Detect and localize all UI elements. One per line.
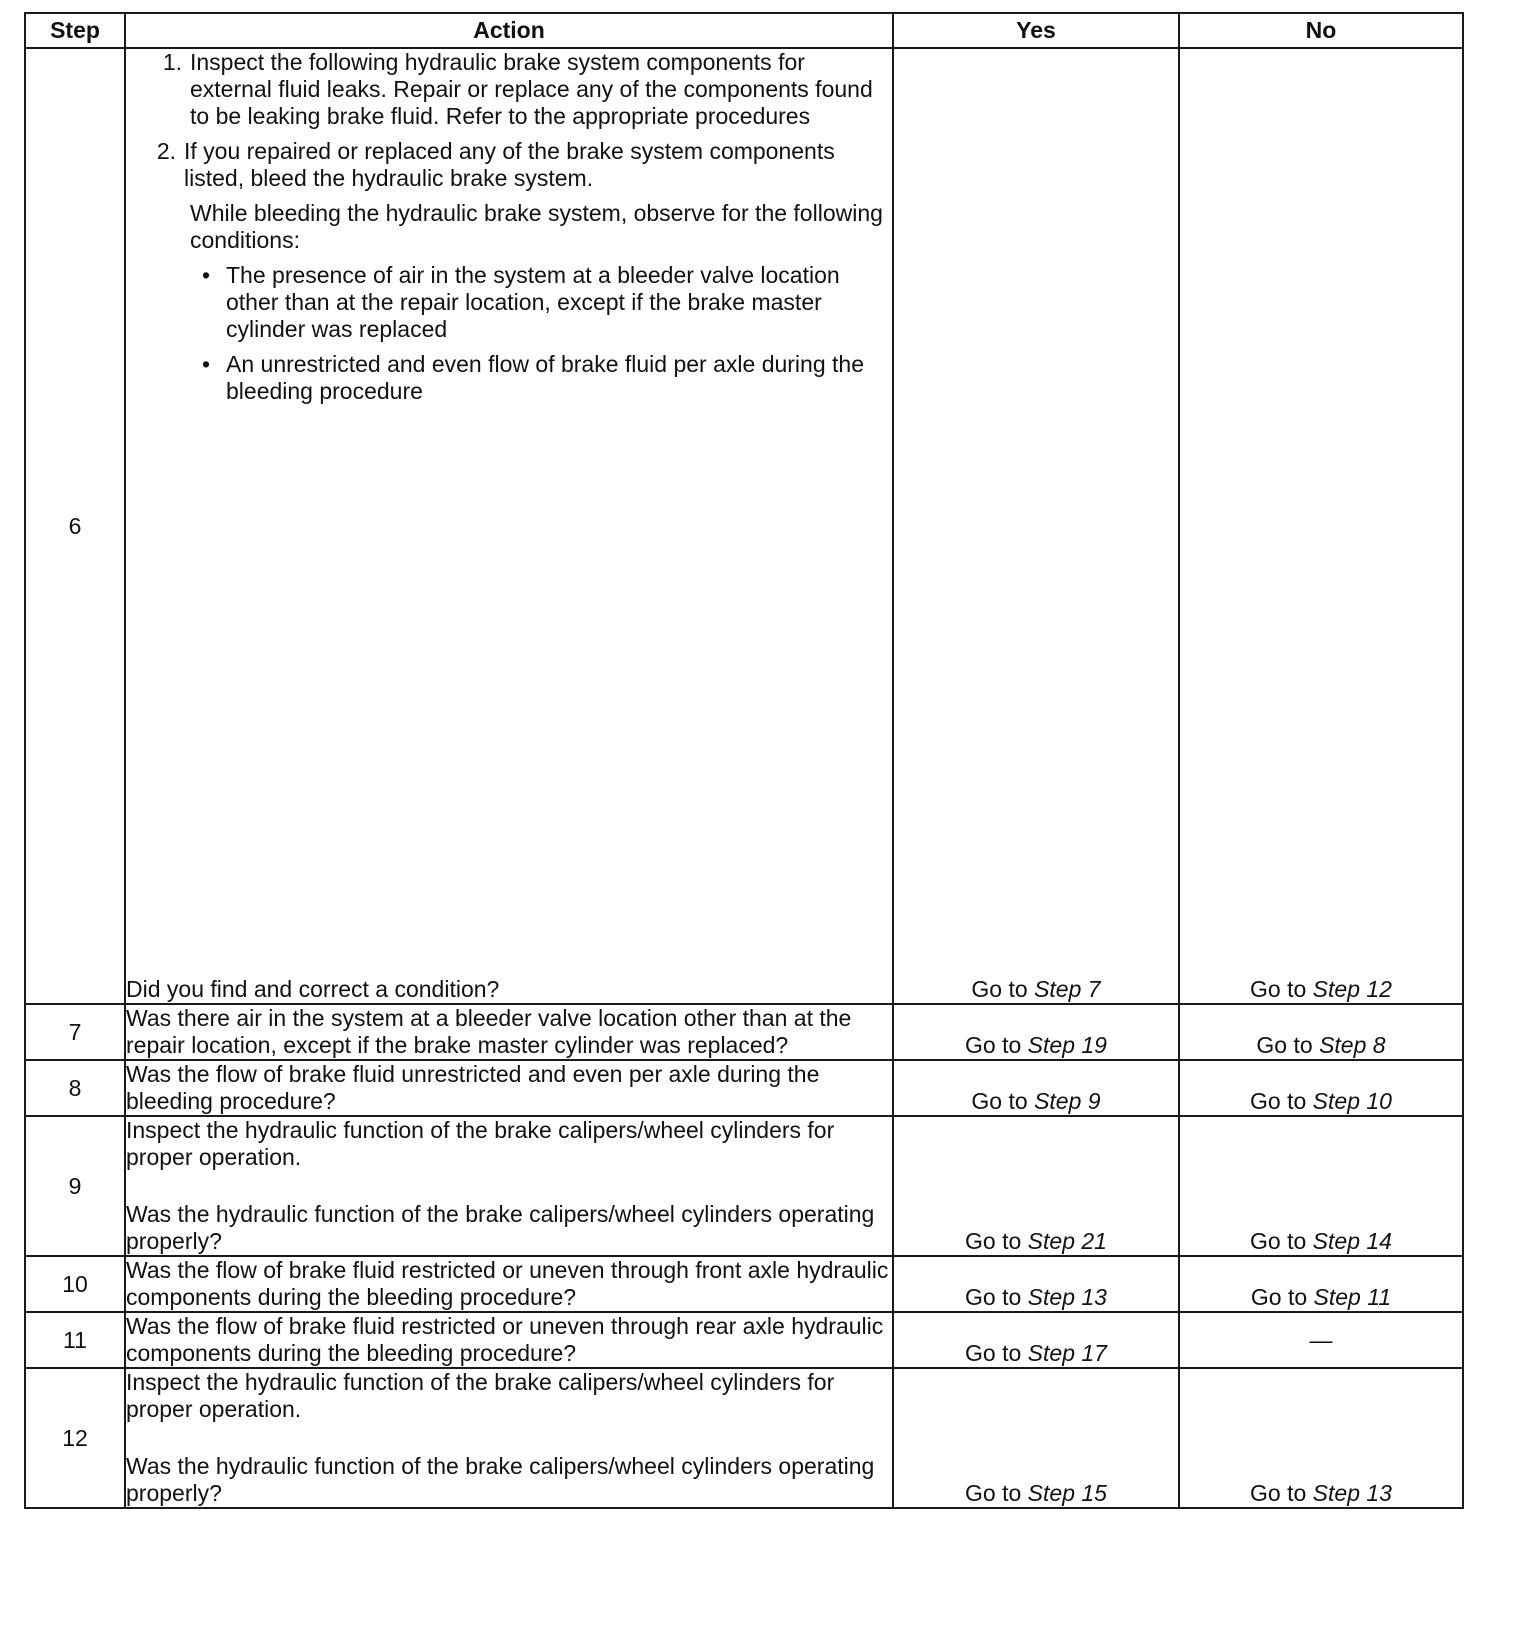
header-no: No — [1179, 13, 1463, 48]
yes-cell — [893, 1060, 1179, 1116]
bullet-text: An unrestricted and even flow of brake fluid per axle during the bleeding procedure — [226, 351, 864, 404]
go-to-label: Go to — [965, 1032, 1022, 1058]
no-result — [1250, 1088, 1392, 1114]
yes-result — [971, 1088, 1100, 1114]
header-yes: Yes — [893, 13, 1179, 48]
step-ref: Step 9 — [1034, 1088, 1101, 1114]
step-ref: Step 10 — [1312, 1088, 1392, 1114]
no-result-dash: — — [1309, 1326, 1333, 1353]
step-ref: Step 12 — [1312, 976, 1392, 1002]
step-ref: Step 8 — [1319, 1032, 1386, 1058]
go-to-label: Go to — [965, 1284, 1022, 1310]
yes-cell — [893, 1004, 1179, 1060]
no-cell — [1179, 1368, 1463, 1508]
go-to-label: Go to — [965, 1480, 1022, 1506]
no-cell — [1179, 1256, 1463, 1312]
no-cell — [1179, 1116, 1463, 1256]
step-ref: Step 19 — [1027, 1032, 1107, 1058]
item-text: Inspect the following hydraulic brake system components for external fluid leaks. Repair or replace any of the components found to be leaking brake fluid. Refer to the appropriate procedures — [190, 49, 873, 129]
no-cell — [1179, 1312, 1463, 1368]
yes-result — [965, 1284, 1107, 1310]
yes-result — [965, 1228, 1107, 1254]
list-item — [126, 49, 892, 130]
table-row — [25, 1368, 1463, 1508]
action-cell — [125, 1004, 893, 1060]
yes-result — [971, 976, 1100, 1002]
go-to-label: Go to — [965, 1340, 1022, 1366]
sub-instruction: While bleeding the hydraulic brake system, observe for the following conditions: — [190, 200, 883, 253]
step-number: 12 — [25, 1368, 125, 1508]
no-result — [1256, 1032, 1385, 1058]
bullet-item — [126, 351, 892, 405]
no-result — [1250, 976, 1392, 1002]
yes-cell — [893, 1368, 1179, 1508]
item-number: 2. — [156, 138, 176, 164]
bullet-item — [126, 262, 892, 343]
table-row — [25, 1312, 1463, 1368]
no-cell — [1179, 48, 1463, 1004]
question-text: Did you find and correct a condition? — [126, 976, 500, 1002]
instruction-text: Inspect the hydraulic function of the brake calipers/wheel cylinders for proper operation. — [126, 1117, 835, 1170]
table-row — [25, 1060, 1463, 1116]
question-text: Was the hydraulic function of the brake calipers/wheel cylinders operating properly? — [126, 1201, 875, 1254]
header-step: Step — [25, 13, 125, 48]
no-result — [1251, 1284, 1391, 1310]
action-cell — [125, 1368, 893, 1508]
no-result — [1250, 1228, 1392, 1254]
yes-cell — [893, 1256, 1179, 1312]
step-ref: Step 15 — [1027, 1480, 1107, 1506]
question-text: Was the flow of brake fluid unrestricted and even per axle during the bleeding procedure? — [126, 1061, 820, 1114]
item-text: If you repaired or replaced any of the brake system components listed, bleed the hydraulic brake system. — [184, 138, 835, 191]
table-row — [25, 1116, 1463, 1256]
step-number: 6 — [25, 48, 125, 1004]
step-number: 8 — [25, 1060, 125, 1116]
list-item — [126, 138, 892, 192]
no-cell — [1179, 1060, 1463, 1116]
yes-result — [965, 1340, 1107, 1366]
yes-result — [965, 1480, 1107, 1506]
go-to-label: Go to — [971, 1088, 1028, 1114]
step-ref: Step 17 — [1027, 1340, 1107, 1366]
yes-cell — [893, 1312, 1179, 1368]
step-ref: Step 7 — [1034, 976, 1101, 1002]
table-row — [25, 1256, 1463, 1312]
question-text: Was the flow of brake fluid restricted or uneven through front axle hydraulic components during the bleeding procedure? — [126, 1257, 889, 1310]
go-to-label: Go to — [971, 976, 1028, 1002]
question-text: Was there air in the system at a bleeder valve location other than at the repair location, except if the brake master cylinder was replaced? — [126, 1005, 852, 1058]
action-cell — [125, 1256, 893, 1312]
item-number: 1. — [162, 49, 182, 75]
step-ref: Step 21 — [1027, 1228, 1107, 1254]
action-cell — [125, 1312, 893, 1368]
no-cell — [1179, 1004, 1463, 1060]
step-number: 7 — [25, 1004, 125, 1060]
step-number: 11 — [25, 1312, 125, 1368]
go-to-label: Go to — [1250, 976, 1307, 1002]
instruction-text: Inspect the hydraulic function of the brake calipers/wheel cylinders for proper operation. — [126, 1369, 835, 1422]
no-result — [1250, 1480, 1392, 1506]
go-to-label: Go to — [1250, 1228, 1307, 1254]
yes-cell — [893, 48, 1179, 1004]
go-to-label: Go to — [1256, 1032, 1313, 1058]
step-ref: Step 13 — [1027, 1284, 1107, 1310]
table-row — [25, 1004, 1463, 1060]
step-ref: Step 13 — [1312, 1480, 1392, 1506]
step-number: 10 — [25, 1256, 125, 1312]
action-cell — [125, 1116, 893, 1256]
yes-cell — [893, 1116, 1179, 1256]
bullet-text: The presence of air in the system at a bleeder valve location other than at the repair location, except if the brake master cylinder was replaced — [226, 262, 840, 342]
diagnostic-table — [24, 12, 1464, 1509]
bullet-icon: • — [202, 351, 211, 377]
go-to-label: Go to — [1250, 1284, 1308, 1310]
question-text: Was the hydraulic function of the brake calipers/wheel cylinders operating properly? — [126, 1453, 875, 1506]
table-row — [25, 48, 1463, 1004]
yes-result — [965, 1032, 1107, 1058]
go-to-label: Go to — [1250, 1480, 1307, 1506]
header-action: Action — [125, 13, 893, 48]
question-text: Was the flow of brake fluid restricted or uneven through rear axle hydraulic components during the bleeding procedure? — [126, 1313, 884, 1366]
step-ref: Step 11 — [1313, 1284, 1392, 1310]
step-ref: Step 14 — [1312, 1228, 1392, 1254]
diagnostic-table-page — [24, 12, 1462, 1509]
action-cell — [125, 1060, 893, 1116]
header-row — [25, 13, 1463, 48]
step-number: 9 — [25, 1116, 125, 1256]
bullet-icon: • — [202, 262, 211, 288]
action-cell — [125, 48, 893, 1004]
go-to-label: Go to — [1250, 1088, 1307, 1114]
go-to-label: Go to — [965, 1228, 1022, 1254]
